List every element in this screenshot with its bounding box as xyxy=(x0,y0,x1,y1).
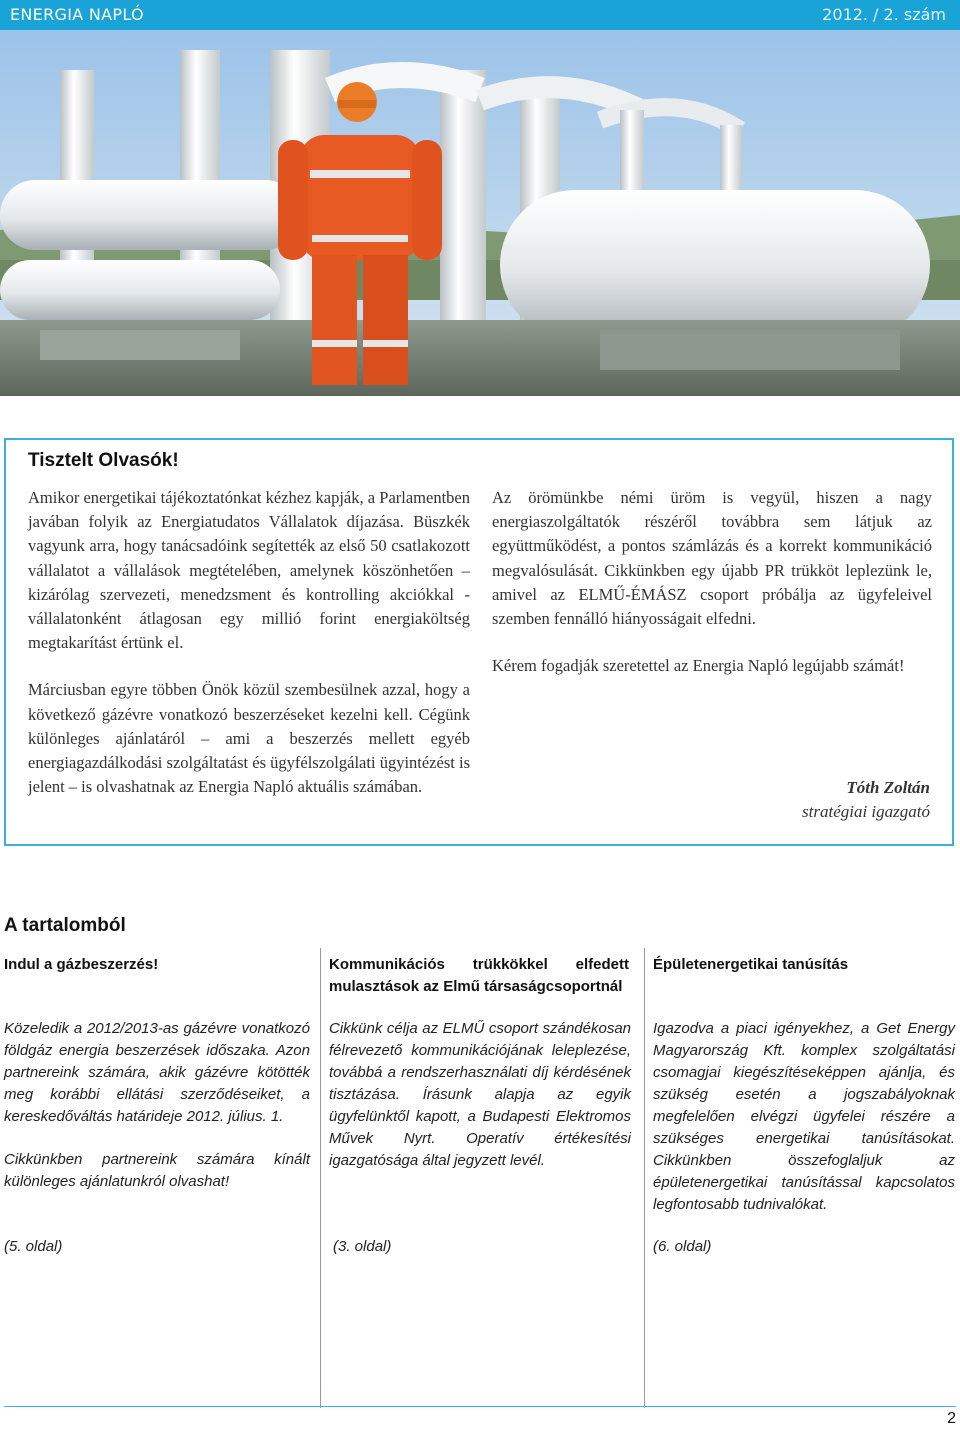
letter-paragraph: Az örömünkbe némi üröm is vegyül, hiszen a nagy energiaszolgáltatók részéről továbbra sem látjuk az együttműködést, a pontos számlázás és a korrekt kommunikáció megvalósulását. Cikkünkben egy újabb PR trükköt leplezünk le, amivel az ELMŰ-ÉMÁSZ csoport próbálja az ügyfeleivel szemben fennálló hiányosságait elfedni. xyxy=(492,488,932,629)
cover-photo-illustration xyxy=(0,30,960,396)
contents-item-paragraph: Közeledik a 2012/2013-as gázévre vonatkozó földgáz energia beszerzések időszaka. Azon partnereink számára, akik gázévre kötötték meg korábbi ellátási szerződéseiket, a kereskedőváltás határideje 2012. július. 1. xyxy=(4,1020,310,1125)
contents-item-heading: Kommunikációs trükkökkel elfedett mulasztások az Elmű társaságcsoportnál xyxy=(329,956,629,995)
contents-item-heading: Indul a gázbeszerzés! xyxy=(4,956,159,973)
footer-divider xyxy=(4,1406,956,1407)
cover-photo xyxy=(0,30,960,396)
signature-name: Tóth Zoltán xyxy=(846,778,930,797)
contents-item-body xyxy=(329,1018,631,1193)
contents-title: A tartalomból xyxy=(4,915,126,936)
contents-item-paragraph: Cikkünk célja az ELMŰ csoport szándékosan félrevezető kommunikációjának leleplezése, továbbá a rendszerhasználati díj kérdésének tisztázása. Írásunk alapja az egyik ügyfelünktől kapott, a Budapesti Elektromos Művek Nyrt. Operatív értékesítési igazgatósága által jegyzett levél. xyxy=(329,1020,631,1169)
contents-item-paragraph: Cikkünkben partnereink számára kínált különleges ajánlatunkról olvashat! xyxy=(4,1151,310,1190)
letter-paragraph: Amikor energetikai tájékoztatónkat kézhez kapják, a Parlamentben javában folyik az Energiatudatos Vállalatok díjazása. Büszkék vagyunk arra, hogy tanácsadóink segítették az első 50 csatlakozott vállalatot a vállalások megtételében, amelynek köszönhetően – kizárólag szervezeti, menedzsment és kontrolling akciókkal - vállalatonként átlagosan egy millió forint energiaköltség megtakarítást értünk el. xyxy=(28,488,470,653)
contents-item-heading: Épületenergetikai tanúsítás xyxy=(653,956,849,973)
letter-left-column xyxy=(28,486,470,822)
contents-item-body xyxy=(4,1018,310,1214)
header-bar xyxy=(0,0,960,30)
letter-paragraph: Márciusban egyre többen Önök közül szembesülnek azzal, hogy a következő gázévre vonatkozó beszerzéseket kezelni kell. Cégünk különleges ajánlatáról – ami a beszerzés mellett egyéb energiagazdálkodási szolgáltatást és ügyfélszolgálati ügyintézést is jelent – is olvashatnak az Energia Napló aktuális számában. xyxy=(28,680,470,797)
letter-heading: Tisztelt Olvasók! xyxy=(28,450,179,471)
contents-item xyxy=(4,948,314,1408)
contents-item-page-ref: (5. oldal) xyxy=(4,1238,63,1255)
page-number: 2 xyxy=(947,1410,956,1427)
letter-right-column xyxy=(492,486,932,701)
contents-item xyxy=(320,948,635,1408)
magazine-title: ENERGIA NAPLÓ xyxy=(10,5,144,24)
editorial-box xyxy=(4,438,954,846)
signature-title: stratégiai igazgató xyxy=(802,802,930,821)
contents-item-body xyxy=(653,1018,955,1237)
letter-paragraph: Kérem fogadják szeretettel az Energia Napló legújabb számát! xyxy=(492,656,905,676)
contents-item-page-ref: (3. oldal) xyxy=(333,1238,392,1255)
issue-number: 2012. / 2. szám xyxy=(822,5,946,24)
contents-item xyxy=(644,948,959,1408)
signature xyxy=(802,776,930,824)
contents-item-paragraph: Igazodva a piaci igényekhez, a Get Energy Magyarország Kft. komplex szolgáltatási csomagjai kiegészítéseképpen ajánlja, és szükség esetén a jogszabályoknak megfelelően elvégzi ügyfelei részére a szükséges energetikai tanúsításokat. Cikkünkben összefoglaljuk az épületenergetikai tanúsítással kapcsolatos legfontosabb tudnivalókat. xyxy=(653,1020,955,1213)
contents-item-page-ref: (6. oldal) xyxy=(653,1238,712,1255)
